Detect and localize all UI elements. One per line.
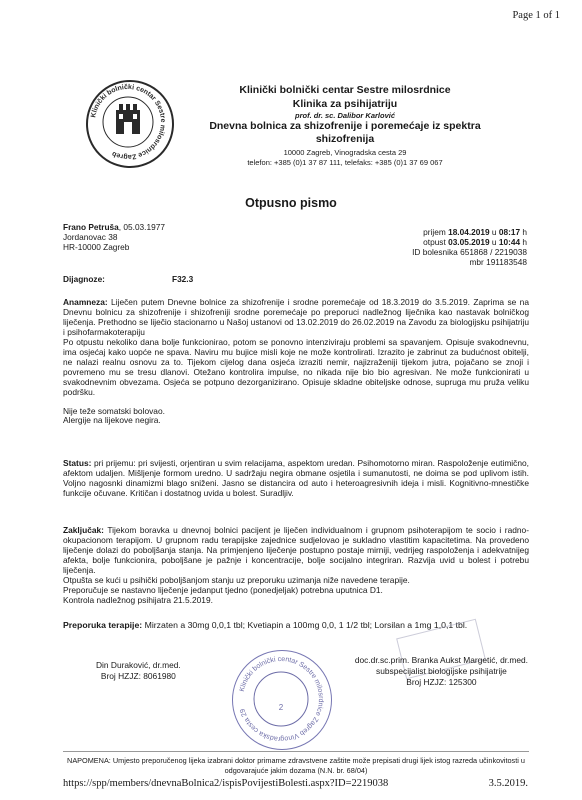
hospital-seal xyxy=(86,80,174,168)
patient-city: HR-10000 Zagreb xyxy=(63,242,130,252)
admission-label: prijem xyxy=(423,227,446,237)
discharge-at: u xyxy=(489,237,499,247)
document-title: Otpusno pismo xyxy=(245,196,337,210)
zakljucak-section xyxy=(63,526,529,606)
patient-block xyxy=(63,222,165,252)
page-number: Page 1 of 1 xyxy=(512,10,560,21)
anamneza-text: Liječen putem Dnevne bolnice za shizofrenije i srodne poremećaje od 18.3.2019 do 3.5.2019. Zaprima se na Dnevnu bolnicu za shizofrenije i shizofreniji srodne poremećaje po preporuci nadležnog liječnika kao nastavak bolničkog liječenja. Prethodno se liječio stacionarno u Našoj ustanovi od 13.02.2019 do 26.02.2019 na Zavodu za biologijsku psihijatriju i psihofarmakoterapiju xyxy=(63,297,529,337)
status-label: Status: xyxy=(63,458,92,468)
stamp-emblem-icon xyxy=(232,650,330,748)
anamneza-allergies: Alergije na lijekove negira. xyxy=(63,415,161,426)
anamneza-section xyxy=(63,298,529,426)
napomena-note: NAPOMENA: Umjesto preporučenog lijeka izabrani doktor primarne zdravstvene zaštite može prepisati drugi lijek istog razreda učinkovitosti u odgovarajuće jakim dozama (N.N. br. 68/04) xyxy=(67,756,525,775)
admission-time: 08:17 xyxy=(498,227,521,237)
left-signatory-name: Din Duraković, dr.med. xyxy=(96,660,181,670)
department-name xyxy=(180,120,510,146)
zakljucak-text: Tijekom boravka u dnevnoj bolnici pacijent je liječen individualnom i grupnom psihoterapijom te socio i radno-okupacionom terapijom. U grupnom radu terapijske zajednice sudjelovao je sukladno vlastitim kapacitetima. Na provedeno liječenje dolazi do poboljšanja stanja. Na primjenjeno liječenje postupno postaje mirniji, vedrijeg raspoloženja i adekvatnijeg afekta, bolje funkcionira, poboljšane je pažnje i koncentracije, bolje socijalno integriran. Razvija uvid u bolest i potrebu liječenja. xyxy=(63,525,529,575)
zakljucak-paragraph xyxy=(63,526,529,576)
right-signatory-name: doc.dr.sc.prim. Branka Aukst Margetić, dr.med. xyxy=(354,655,528,665)
therapy-text: Mirzaten a 30mg 0,0,1 tbl; Kvetiapin a 100mg 0,0, 1 1/2 tbl; Lorsilan a 1mg 1,0,1 tbl. xyxy=(142,620,468,630)
status-text: pri prijemu: pri svijesti, orjentiran u svim relacijama, aspektom uredan. Psihomotorno miran. Raspoloženje eutimično, afektom udaljen. Mišljenje formom uredno. U sadržaju negira obmane osjetila i sumanutosti, ne doima se pod uplivom istih. Voljno nagosnki dinamizmi blago sniženi. Jasno se distancira od auto i heteroagresivnih ideja i misli. Kognitivno-mnestičke funkcije očuvane. Kritičan i dostatnog uvida u bolest. Suradljiv. xyxy=(63,458,529,498)
institution-phones: telefon: +385 (0)1 37 87 111, telefaks: +385 (0)1 37 69 067 xyxy=(247,157,443,167)
zakljucak-discharge: Otpušta se kući u psihički poboljšanjom stanju uz preporuku uzimanja niže navedene terapije. xyxy=(63,574,410,585)
admission-block xyxy=(412,227,527,267)
patient-mbr: mbr 191183548 xyxy=(469,257,527,267)
anamneza-label: Anamneza: xyxy=(63,297,108,307)
footer-date: 3.5.2019. xyxy=(488,778,528,789)
right-signatory-title: subspecijalist biologijske psihijatrije xyxy=(376,666,507,676)
clinic-name: Klinika za psihijatriju xyxy=(292,98,398,110)
discharge-line xyxy=(412,237,527,247)
zakljucak-control: Kontrola nadležnog psihijatra 21.5.2019. xyxy=(63,594,213,605)
diagnosis-code: F32.3 xyxy=(172,274,194,284)
left-signature xyxy=(96,660,181,682)
therapy-label: Preporuka terapije: xyxy=(63,620,143,630)
anamneza-paragraph xyxy=(63,298,529,338)
department-line-1: Dnevna bolnica za shizofrenije i poremećaje iz spektra xyxy=(209,120,481,132)
patient-id: ID bolesnika 651868 / 2219038 xyxy=(412,247,527,257)
discharge-date: 03.05.2019 xyxy=(448,237,490,247)
seal-emblem-icon xyxy=(86,80,170,164)
discharge-label: otpust xyxy=(423,237,446,247)
footer-url[interactable]: https://spp/members/dnevnaBolnica2/ispisPovijestiBolesti.aspx?ID=2219038 xyxy=(63,778,389,789)
anamneza-paragraph-2: Po otpustu nekoliko dana bolje funkcionirao, potom se ponovno intenziviraju problemi sa spavanjem. Opisuje svakodnevnu, ima osjećaj kako uopće ne spava. Naviru mu bujice misli koje ne može kontrolirati. Izrazito je zabrinut za budućnost obitelji, ne nalazi realnu osnovu za to. Tijekom cijelog dana osjeća izraziti nemir, najizraženiji tijekom jutra, pojačano se znoji i povremeno mu se tresu dlanovi. Otežano kontrolira impulse, no nikada nije bio bio agresivan. Ne može funkcionirati u svakodnevnim obvezama. Osjeća se potpuno dezorganizirano. Opisuje skladne obiteljske odnose, supruga mu pruža veliku podršku. xyxy=(63,336,529,397)
admission-at: u xyxy=(489,227,499,237)
institution-name: Klinički bolnički centar Sestre milosrdnice xyxy=(239,84,451,96)
left-signatory-id: Broj HZJZ: 8061980 xyxy=(100,671,176,681)
institution-contact xyxy=(180,148,510,167)
admission-hour-unit: h xyxy=(520,227,527,237)
admission-line xyxy=(412,227,527,237)
svg-text:Klinički bolnički centar Sestr: Klinički bolnički centar Sestre milosrdnice Zagreb xyxy=(90,83,167,161)
right-signature xyxy=(355,655,528,688)
zakljucak-follow-up: Preporučuje se nastavno liječenje jedanput tjedno (ponedjeljak) potrebna uputnica D1. xyxy=(63,584,383,595)
right-signatory-id: Broj HZJZ: 125300 xyxy=(406,677,477,687)
svg-text:2: 2 xyxy=(278,702,283,712)
admission-date: 18.04.2019 xyxy=(448,227,490,237)
svg-text:Klinički bolnički centar Sestr: Klinički bolnički centar Sestre milosrdnice Zagreb Vinogradska cesta 29 xyxy=(238,655,324,742)
discharge-time: 10:44 xyxy=(498,237,521,247)
status-section xyxy=(63,459,529,499)
patient-dob: , 05.03.1977 xyxy=(118,222,165,232)
patient-street: Jordanovac 38 xyxy=(63,232,118,242)
divider xyxy=(63,751,529,752)
clinic-head: prof. dr. sc. Dalibor Karlović xyxy=(294,111,396,120)
diagnosis-label: Dijagnoze: xyxy=(63,274,105,284)
anamneza-somatic: Nije teže somatski bolovao. xyxy=(63,405,165,416)
institution-address: 10000 Zagreb, Vinogradska cesta 29 xyxy=(283,148,407,157)
patient-name: Frano Petruša xyxy=(63,222,119,232)
department-line-2: shizofrenija xyxy=(315,133,375,145)
patient-name-line xyxy=(63,222,165,232)
official-stamp xyxy=(232,650,332,750)
zakljucak-label: Zaključak: xyxy=(63,525,104,535)
discharge-hour-unit: h xyxy=(520,237,527,247)
